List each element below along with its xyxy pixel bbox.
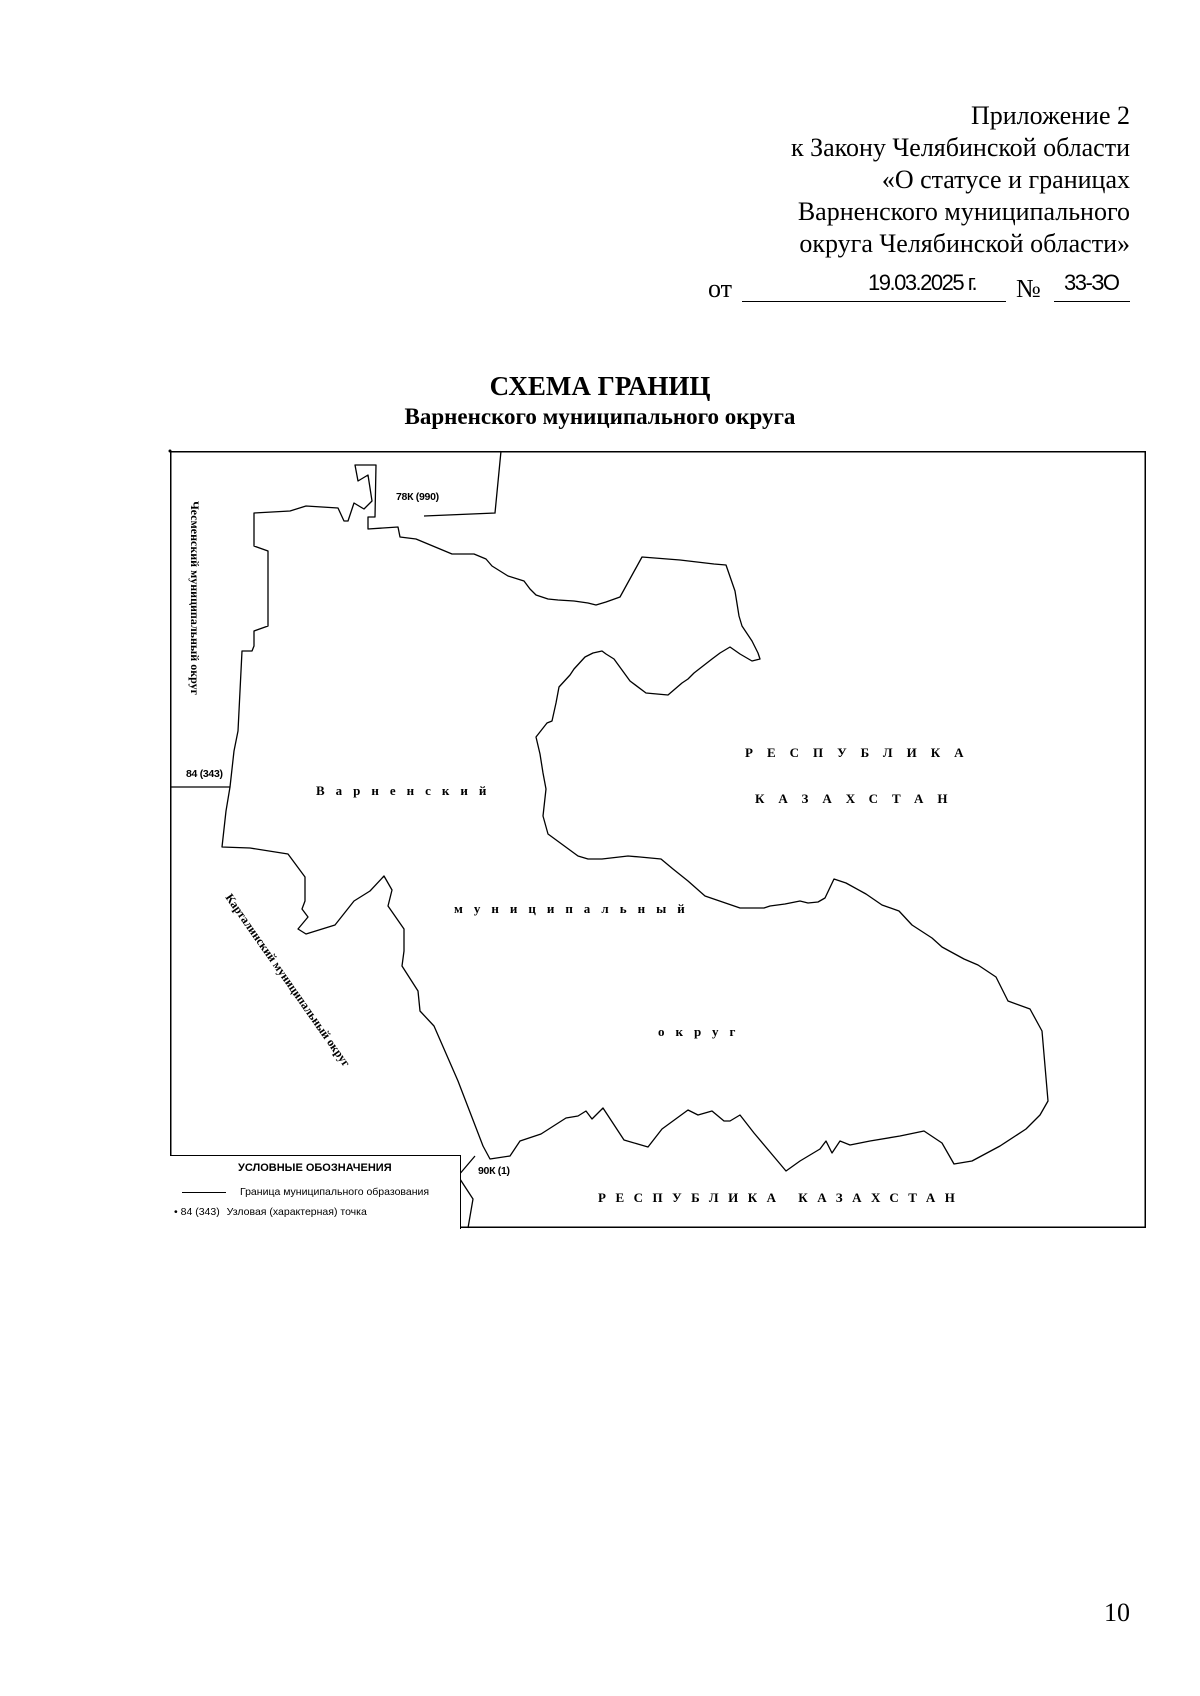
label-kartaly-district: Карталинский муниципальный округ xyxy=(222,891,354,1070)
from-label: от xyxy=(708,274,733,303)
date-underline xyxy=(742,301,1006,302)
page-number: 10 xyxy=(1104,1598,1130,1627)
map-subtitle: Варненского муниципального округа xyxy=(404,404,796,429)
legend-boundary-text: Граница муниципального образования xyxy=(240,1186,430,1198)
appendix-law-name-2: Варненского муниципального xyxy=(797,197,1130,226)
number-sign: № xyxy=(1016,274,1041,303)
appendix-law-name-3: округа Челябинской области» xyxy=(799,229,1130,258)
legend-row-boundary xyxy=(182,1186,429,1198)
map-title: СХЕМА ГРАНИЦ xyxy=(489,371,711,401)
legend-row-node xyxy=(174,1206,367,1218)
node-label-84: 84 (343) xyxy=(186,768,223,780)
legend-title: УСЛОВНЫЕ ОБОЗНАЧЕНИЯ xyxy=(238,1162,392,1174)
node-label-78k: 78К (990) xyxy=(396,491,439,503)
label-municipalny: муниципальный xyxy=(454,901,696,916)
legend-node-example: 84 (343) xyxy=(180,1206,220,1218)
boundary-line-north-branch xyxy=(424,451,501,516)
label-okrug: округ xyxy=(658,1024,747,1039)
appendix-title: Приложение 2 xyxy=(970,101,1130,130)
node-point-marker xyxy=(169,450,172,453)
document-date-number xyxy=(708,270,1130,304)
document-date: 19.03.2025 г. xyxy=(868,270,977,295)
number-underline xyxy=(1054,301,1130,302)
appendix-law-ref: к Закону Челябинской области xyxy=(790,133,1130,162)
appendix-header xyxy=(791,100,1130,260)
label-kz-republic-upper: РЕСПУБЛИКА xyxy=(745,745,978,760)
map-drawing xyxy=(170,451,1146,1228)
legend-node-text: Узловая (характерная) точка xyxy=(226,1206,367,1218)
legend-dot-icon: • xyxy=(174,1206,178,1218)
boundary-map xyxy=(170,451,1146,1228)
node-label-90k: 90К (1) xyxy=(478,1165,510,1177)
label-varnensky: Варненский xyxy=(316,783,498,798)
legend-line-sample xyxy=(182,1192,226,1193)
document-number: 33-ЗО xyxy=(1064,270,1119,295)
label-chesma-district: Чесменский муниципальный округ xyxy=(188,501,202,696)
map-legend xyxy=(170,1155,461,1229)
map-frame xyxy=(171,452,1146,1228)
label-kz-lower: РЕСПУБЛИКА КАЗАХСТАН xyxy=(598,1190,965,1205)
appendix-law-name-1: «О статусе и границах xyxy=(881,165,1130,194)
label-kz-name-upper: КАЗАХСТАН xyxy=(755,791,962,806)
